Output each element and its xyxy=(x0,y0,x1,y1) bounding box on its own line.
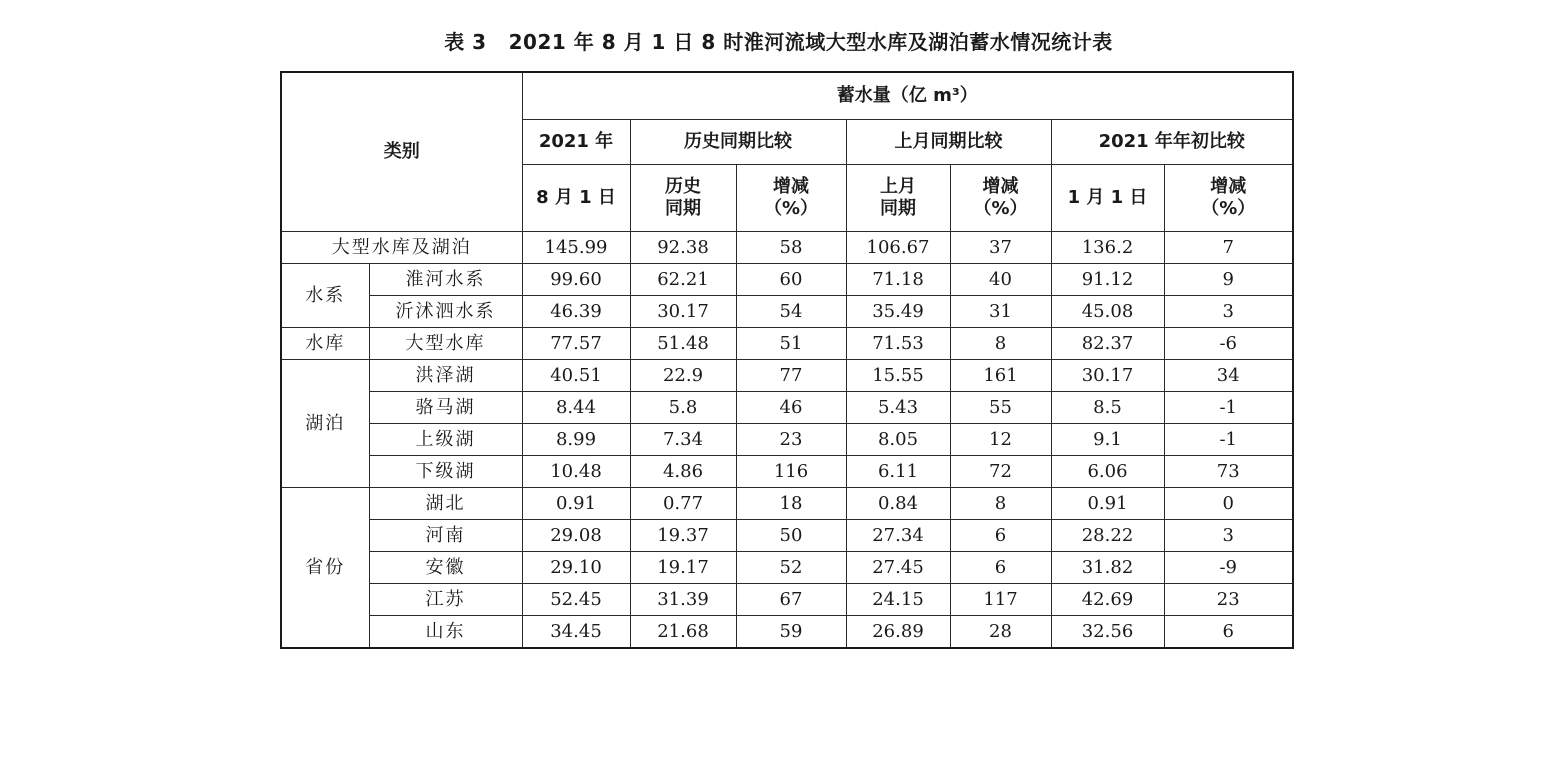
table-row xyxy=(281,232,1293,264)
cell-hist: 7.34 xyxy=(630,424,736,456)
cell-hist: 62.21 xyxy=(630,264,736,296)
cell-lastm: 5.43 xyxy=(846,392,950,424)
header-storage: 蓄水量（亿 m³） xyxy=(522,72,1293,120)
cell-jan1-pct: 73 xyxy=(1164,456,1293,488)
cell-hist: 31.39 xyxy=(630,584,736,616)
cell-lastm-pct: 161 xyxy=(950,360,1051,392)
cell-hist-pct: 116 xyxy=(736,456,846,488)
cell-jan1: 91.12 xyxy=(1051,264,1164,296)
row-label: 湖北 xyxy=(369,488,522,520)
cell-jan1: 45.08 xyxy=(1051,296,1164,328)
cell-aug1: 8.44 xyxy=(522,392,630,424)
table-row xyxy=(281,488,1293,520)
cell-hist: 19.37 xyxy=(630,520,736,552)
cell-aug1: 46.39 xyxy=(522,296,630,328)
cell-lastm-pct: 28 xyxy=(950,616,1051,649)
header-historical-period: 历史 同期 xyxy=(630,165,736,232)
row-label: 沂沭泗水系 xyxy=(369,296,522,328)
cell-jan1-pct: -1 xyxy=(1164,392,1293,424)
cell-jan1-pct: 34 xyxy=(1164,360,1293,392)
cell-lastm: 15.55 xyxy=(846,360,950,392)
cell-hist-pct: 50 xyxy=(736,520,846,552)
cell-jan1-pct: 0 xyxy=(1164,488,1293,520)
cell-lastm: 35.49 xyxy=(846,296,950,328)
header-historical-change: 增减 （%） xyxy=(736,165,846,232)
cell-jan1: 42.69 xyxy=(1051,584,1164,616)
row-label: 洪泽湖 xyxy=(369,360,522,392)
cell-jan1: 0.91 xyxy=(1051,488,1164,520)
cell-lastm-pct: 117 xyxy=(950,584,1051,616)
header-2021: 2021 年 xyxy=(522,120,630,165)
cell-lastm-pct: 8 xyxy=(950,328,1051,360)
header-last-month-change: 增减 （%） xyxy=(950,165,1051,232)
cell-aug1: 0.91 xyxy=(522,488,630,520)
header-aug1: 8 月 1 日 xyxy=(522,165,630,232)
cell-jan1: 8.5 xyxy=(1051,392,1164,424)
row-label: 安徽 xyxy=(369,552,522,584)
cell-hist-pct: 46 xyxy=(736,392,846,424)
table-row xyxy=(281,616,1293,649)
cell-hist: 30.17 xyxy=(630,296,736,328)
cell-jan1-pct: 23 xyxy=(1164,584,1293,616)
cell-hist-pct: 51 xyxy=(736,328,846,360)
cell-hist-pct: 23 xyxy=(736,424,846,456)
cell-lastm: 71.18 xyxy=(846,264,950,296)
table-row xyxy=(281,360,1293,392)
cell-hist-pct: 18 xyxy=(736,488,846,520)
cell-hist: 51.48 xyxy=(630,328,736,360)
cell-lastm-pct: 37 xyxy=(950,232,1051,264)
table-body xyxy=(281,232,1293,649)
cell-lastm-pct: 8 xyxy=(950,488,1051,520)
row-label: 骆马湖 xyxy=(369,392,522,424)
cell-lastm-pct: 40 xyxy=(950,264,1051,296)
cell-hist: 19.17 xyxy=(630,552,736,584)
cell-aug1: 10.48 xyxy=(522,456,630,488)
row-label: 淮河水系 xyxy=(369,264,522,296)
cell-jan1-pct: 9 xyxy=(1164,264,1293,296)
header-jan1: 1 月 1 日 xyxy=(1051,165,1164,232)
cell-hist: 4.86 xyxy=(630,456,736,488)
header-last-month-compare: 上月同期比较 xyxy=(846,120,1051,165)
table-caption xyxy=(0,26,1557,55)
cell-jan1: 28.22 xyxy=(1051,520,1164,552)
cell-lastm: 6.11 xyxy=(846,456,950,488)
table-row xyxy=(281,264,1293,296)
row-label-total: 大型水库及湖泊 xyxy=(281,232,522,264)
header-start-year-compare: 2021 年年初比较 xyxy=(1051,120,1293,165)
cell-aug1: 145.99 xyxy=(522,232,630,264)
cell-hist: 21.68 xyxy=(630,616,736,649)
cell-hist: 92.38 xyxy=(630,232,736,264)
cell-lastm-pct: 12 xyxy=(950,424,1051,456)
cell-lastm: 26.89 xyxy=(846,616,950,649)
cell-lastm: 27.45 xyxy=(846,552,950,584)
table-row xyxy=(281,424,1293,456)
header-historical-compare: 历史同期比较 xyxy=(630,120,846,165)
cell-hist-pct: 52 xyxy=(736,552,846,584)
cell-aug1: 29.08 xyxy=(522,520,630,552)
cell-hist-pct: 60 xyxy=(736,264,846,296)
cell-lastm-pct: 6 xyxy=(950,552,1051,584)
header-start-year-change: 增减 （%） xyxy=(1164,165,1293,232)
table-row xyxy=(281,456,1293,488)
row-label: 上级湖 xyxy=(369,424,522,456)
row-label: 大型水库 xyxy=(369,328,522,360)
cell-hist: 0.77 xyxy=(630,488,736,520)
cell-jan1-pct: 7 xyxy=(1164,232,1293,264)
cell-jan1-pct: 3 xyxy=(1164,520,1293,552)
cell-lastm-pct: 31 xyxy=(950,296,1051,328)
cell-hist-pct: 77 xyxy=(736,360,846,392)
table-row xyxy=(281,520,1293,552)
row-label: 下级湖 xyxy=(369,456,522,488)
cell-jan1: 31.82 xyxy=(1051,552,1164,584)
cell-lastm: 27.34 xyxy=(846,520,950,552)
table-row xyxy=(281,552,1293,584)
table-row xyxy=(281,328,1293,360)
cell-jan1: 9.1 xyxy=(1051,424,1164,456)
cell-aug1: 29.10 xyxy=(522,552,630,584)
cell-jan1-pct: 6 xyxy=(1164,616,1293,649)
row-label: 山东 xyxy=(369,616,522,649)
group-label-water-system: 水系 xyxy=(281,264,369,328)
cell-jan1: 6.06 xyxy=(1051,456,1164,488)
table-row xyxy=(281,392,1293,424)
cell-lastm-pct: 72 xyxy=(950,456,1051,488)
cell-aug1: 52.45 xyxy=(522,584,630,616)
group-label-province: 省份 xyxy=(281,488,369,649)
cell-hist-pct: 59 xyxy=(736,616,846,649)
group-label-reservoir: 水库 xyxy=(281,328,369,360)
cell-jan1-pct: 3 xyxy=(1164,296,1293,328)
cell-lastm-pct: 55 xyxy=(950,392,1051,424)
cell-aug1: 8.99 xyxy=(522,424,630,456)
cell-lastm: 106.67 xyxy=(846,232,950,264)
cell-lastm: 24.15 xyxy=(846,584,950,616)
cell-hist-pct: 54 xyxy=(736,296,846,328)
cell-aug1: 34.45 xyxy=(522,616,630,649)
cell-jan1: 136.2 xyxy=(1051,232,1164,264)
cell-jan1: 30.17 xyxy=(1051,360,1164,392)
cell-jan1-pct: -6 xyxy=(1164,328,1293,360)
cell-lastm: 71.53 xyxy=(846,328,950,360)
row-label: 河南 xyxy=(369,520,522,552)
cell-lastm: 8.05 xyxy=(846,424,950,456)
cell-jan1: 32.56 xyxy=(1051,616,1164,649)
storage-statistics-table xyxy=(280,71,1294,649)
cell-hist: 22.9 xyxy=(630,360,736,392)
header-category: 类别 xyxy=(281,72,522,232)
cell-aug1: 99.60 xyxy=(522,264,630,296)
row-label: 江苏 xyxy=(369,584,522,616)
cell-hist-pct: 58 xyxy=(736,232,846,264)
cell-hist: 5.8 xyxy=(630,392,736,424)
table-number: 表 3 xyxy=(444,30,487,54)
table-row xyxy=(281,584,1293,616)
cell-aug1: 77.57 xyxy=(522,328,630,360)
cell-hist-pct: 67 xyxy=(736,584,846,616)
table-header xyxy=(281,72,1293,232)
cell-jan1-pct: -9 xyxy=(1164,552,1293,584)
cell-lastm-pct: 6 xyxy=(950,520,1051,552)
table-title: 2021 年 8 月 1 日 8 时淮河流域大型水库及湖泊蓄水情况统计表 xyxy=(508,30,1113,54)
cell-jan1-pct: -1 xyxy=(1164,424,1293,456)
header-last-month-period: 上月 同期 xyxy=(846,165,950,232)
cell-aug1: 40.51 xyxy=(522,360,630,392)
table-row xyxy=(281,296,1293,328)
group-label-lake: 湖泊 xyxy=(281,360,369,488)
cell-lastm: 0.84 xyxy=(846,488,950,520)
cell-jan1: 82.37 xyxy=(1051,328,1164,360)
